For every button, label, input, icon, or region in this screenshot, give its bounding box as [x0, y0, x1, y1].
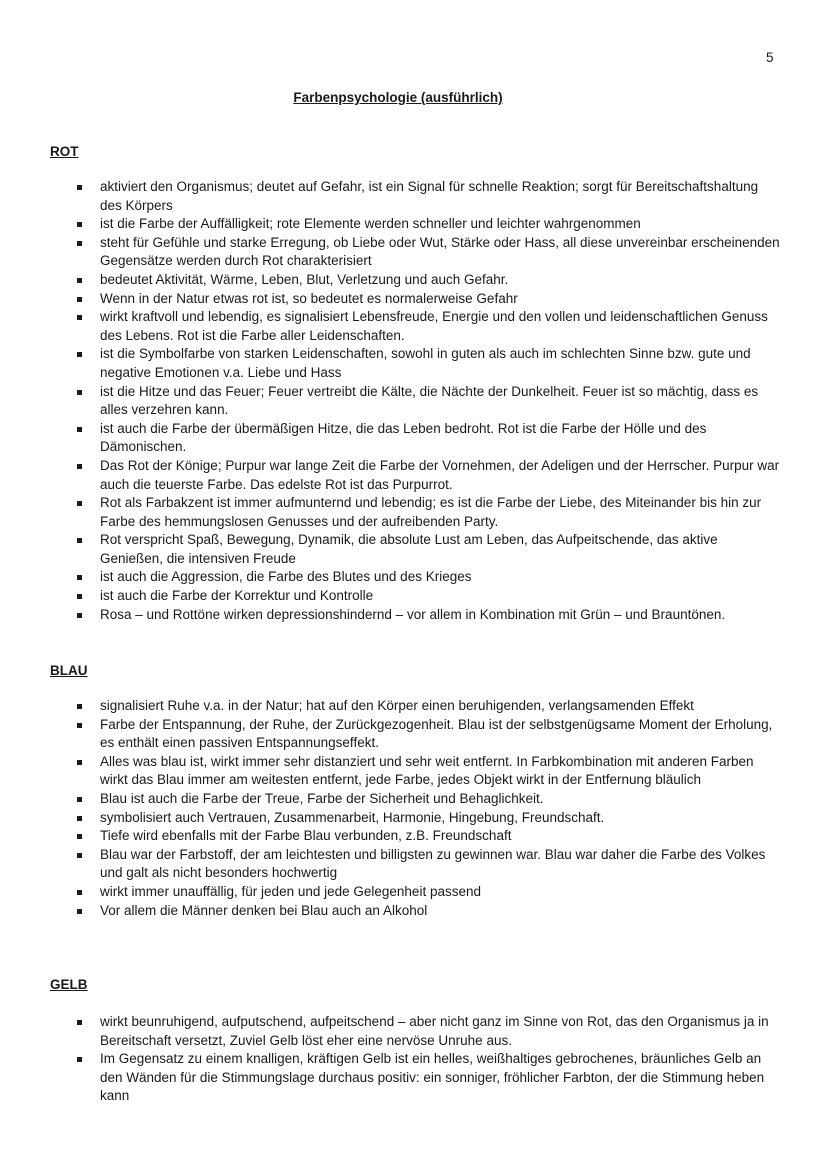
bullet-icon: [77, 594, 82, 599]
list-item: [0, 457, 828, 494]
bullet-icon: [77, 797, 82, 802]
bullet-icon: [77, 427, 82, 432]
list-item: [0, 1013, 828, 1050]
list-item: [0, 345, 828, 382]
list-item-text: aktiviert den Organismus; deutet auf Gefahr, ist ein Signal für schnelle Reaktion; sorgt für Bereitschaftshaltung des Körpers: [100, 179, 759, 213]
page-number: 5: [766, 50, 774, 65]
bullet-list-rot: [0, 178, 828, 624]
bullet-icon: [77, 816, 82, 821]
bullet-icon: [77, 278, 82, 283]
bullet-icon: [77, 760, 82, 765]
list-item-text: signalisiert Ruhe v.a. in der Natur; hat auf den Körper einen beruhigenden, verlangsamenden Effekt: [100, 698, 694, 713]
list-item-text: Das Rot der Könige; Purpur war lange Zeit die Farbe der Vornehmen, der Adeligen und der Herrscher. Purpur war auch die teuerste Farbe. Das edelste Rot ist das Purpurrot.: [100, 457, 780, 492]
list-item: [0, 178, 828, 215]
list-item: [0, 827, 828, 846]
list-item: [0, 568, 828, 587]
bullet-icon: [77, 853, 82, 858]
list-item-text: Blau ist auch die Farbe der Treue, Farbe der Sicherheit und Behaglichkeit.: [100, 790, 544, 806]
bullet-icon: [77, 723, 82, 728]
section-heading-rot: ROT: [50, 144, 79, 159]
list-item-text: Alles was blau ist, wirkt immer sehr distanziert und sehr weit entfernt. In Farbkombination mit anderen Farben wirkt das Blau immer am weitesten entfernt, jede Farbe, jedes Objekt wirkt in der Entfernung bläulich: [100, 753, 754, 788]
bullet-icon: [77, 464, 82, 469]
list-item-text: Rosa – und Rottöne wirken depressionshindernd – vor allem in Kombination mit Grün – und Brauntönen.: [100, 606, 726, 622]
bullet-icon: [77, 501, 82, 506]
section-heading-gelb: GELB: [50, 977, 88, 992]
list-item: [0, 846, 828, 883]
list-item-text: ist die Symbolfarbe von starken Leidenschaften, sowohl in guten als auch im schlechten Sinne bzw. gute und negative Emotionen v.a. Liebe und Hass: [100, 346, 751, 380]
list-item: [0, 290, 828, 309]
list-item-text: ist auch die Aggression, die Farbe des Blutes und des Krieges: [100, 569, 472, 585]
list-item-text: Im Gegensatz zu einem knalligen, kräftigen Gelb ist ein helles, weißhaltiges gebrochenes, bräunliches Gelb an den Wänden für die Stimmungslage durchaus positiv: ein sonniger, fröhlicher Farbton, der die Stimmung heben kann: [100, 1051, 765, 1104]
list-item: [0, 697, 828, 716]
list-item: [0, 494, 828, 531]
bullet-icon: [77, 834, 82, 839]
bullet-icon: [77, 241, 82, 246]
list-item: [0, 271, 828, 290]
bullet-list-blau: [0, 697, 828, 920]
list-item-text: Vor allem die Männer denken bei Blau auch an Alkohol: [100, 902, 428, 918]
list-item: [0, 716, 828, 753]
bullet-icon: [77, 315, 82, 320]
list-item: [0, 902, 828, 921]
bullet-list-gelb: [0, 1013, 828, 1106]
list-item: [0, 606, 828, 625]
bullet-icon: [77, 222, 82, 227]
bullet-icon: [77, 613, 82, 618]
list-item: [0, 790, 828, 809]
list-item-text: wirkt immer unauffällig, für jeden und jede Gelegenheit passend: [100, 883, 481, 899]
document-title: Farbenpsychologie (ausführlich): [293, 90, 503, 105]
list-item: [0, 587, 828, 606]
list-item-text: ist auch die Farbe der Korrektur und Kontrolle: [100, 588, 374, 604]
list-item: [0, 531, 828, 568]
list-item: [0, 753, 828, 790]
section-heading-blau: BLAU: [50, 663, 88, 678]
bullet-icon: [77, 538, 82, 543]
list-item-text: symbolisiert auch Vertrauen, Zusammenarbeit, Harmonie, Hingebung, Freundschaft.: [100, 809, 605, 825]
list-item-text: wirkt beunruhigend, aufputschend, aufpeitschend – aber nicht ganz im Sinne von Rot, das den Organismus ja in Bereitschaft versetzt, Zuviel Gelb löst eher eine nervöse Unruhe aus.: [100, 1014, 769, 1048]
bullet-icon: [77, 890, 82, 895]
bullet-icon: [77, 704, 82, 709]
list-item-text: steht für Gefühle und starke Erregung, ob Liebe oder Wut, Stärke oder Hass, all diese unvereinbar erscheinenden Gegensätze werden durch Rot charakterisiert: [100, 234, 780, 269]
list-item-text: Rot als Farbakzent ist immer aufmunternd und lebendig; es ist die Farbe der Liebe, des Miteinander bis hin zur Farbe des hemmungslosen Genusses und der aufreibenden Party.: [100, 495, 762, 529]
list-item-text: Tiefe wird ebenfalls mit der Farbe Blau verbunden, z.B. Freundschaft: [100, 828, 512, 844]
list-item-text: bedeutet Aktivität, Wärme, Leben, Blut, Verletzung und auch Gefahr.: [100, 271, 509, 287]
bullet-icon: [77, 1020, 82, 1025]
list-item: [0, 308, 828, 345]
bullet-icon: [77, 352, 82, 357]
list-item-text: ist die Hitze und das Feuer; Feuer vertreibt die Kälte, die Nächte der Dunkelheit. Feuer ist so mächtig, dass es alles verzehren kann.: [100, 383, 759, 418]
list-item: [0, 1050, 828, 1106]
list-item-text: Rot verspricht Spaß, Bewegung, Dynamik, die absolute Lust am Leben, das Aufpeitschende, das aktive Genießen, die intensiven Freude: [100, 532, 718, 566]
list-item: [0, 383, 828, 420]
list-item-text: wirkt kraftvoll und lebendig, es signalisiert Lebensfreude, Energie und den vollen und leidenschaftlichen Genuss des Lebens. Rot ist die Farbe aller Leidenschaften.: [100, 309, 768, 343]
list-item: [0, 809, 828, 828]
bullet-icon: [77, 390, 82, 395]
list-item: [0, 420, 828, 457]
list-item: [0, 234, 828, 271]
bullet-icon: [77, 909, 82, 914]
bullet-icon: [77, 1057, 82, 1062]
bullet-icon: [77, 575, 82, 580]
list-item: [0, 883, 828, 902]
list-item-text: ist die Farbe der Auffälligkeit; rote Elemente werden schneller und leichter wahrgenommen: [100, 216, 641, 232]
list-item-text: Farbe der Entspannung, der Ruhe, der Zurückgezogenheit. Blau ist der selbstgenügsame Moment der Erholung, es enthält einen passiven Entspannungseffekt.: [100, 716, 773, 751]
list-item-text: ist auch die Farbe der übermäßigen Hitze, die das Leben bedroht. Rot ist die Farbe der Hölle und des Dämonischen.: [100, 420, 707, 455]
list-item-text: Wenn in der Natur etwas rot ist, so bedeutet es normalerweise Gefahr: [100, 290, 518, 306]
list-item-text: Blau war der Farbstoff, der am leichtesten und billigsten zu gewinnen war. Blau war daher die Farbe des Volkes und galt als nicht besonders hochwertig: [100, 846, 766, 881]
list-item: [0, 215, 828, 234]
bullet-icon: [77, 185, 82, 190]
bullet-icon: [77, 297, 82, 302]
